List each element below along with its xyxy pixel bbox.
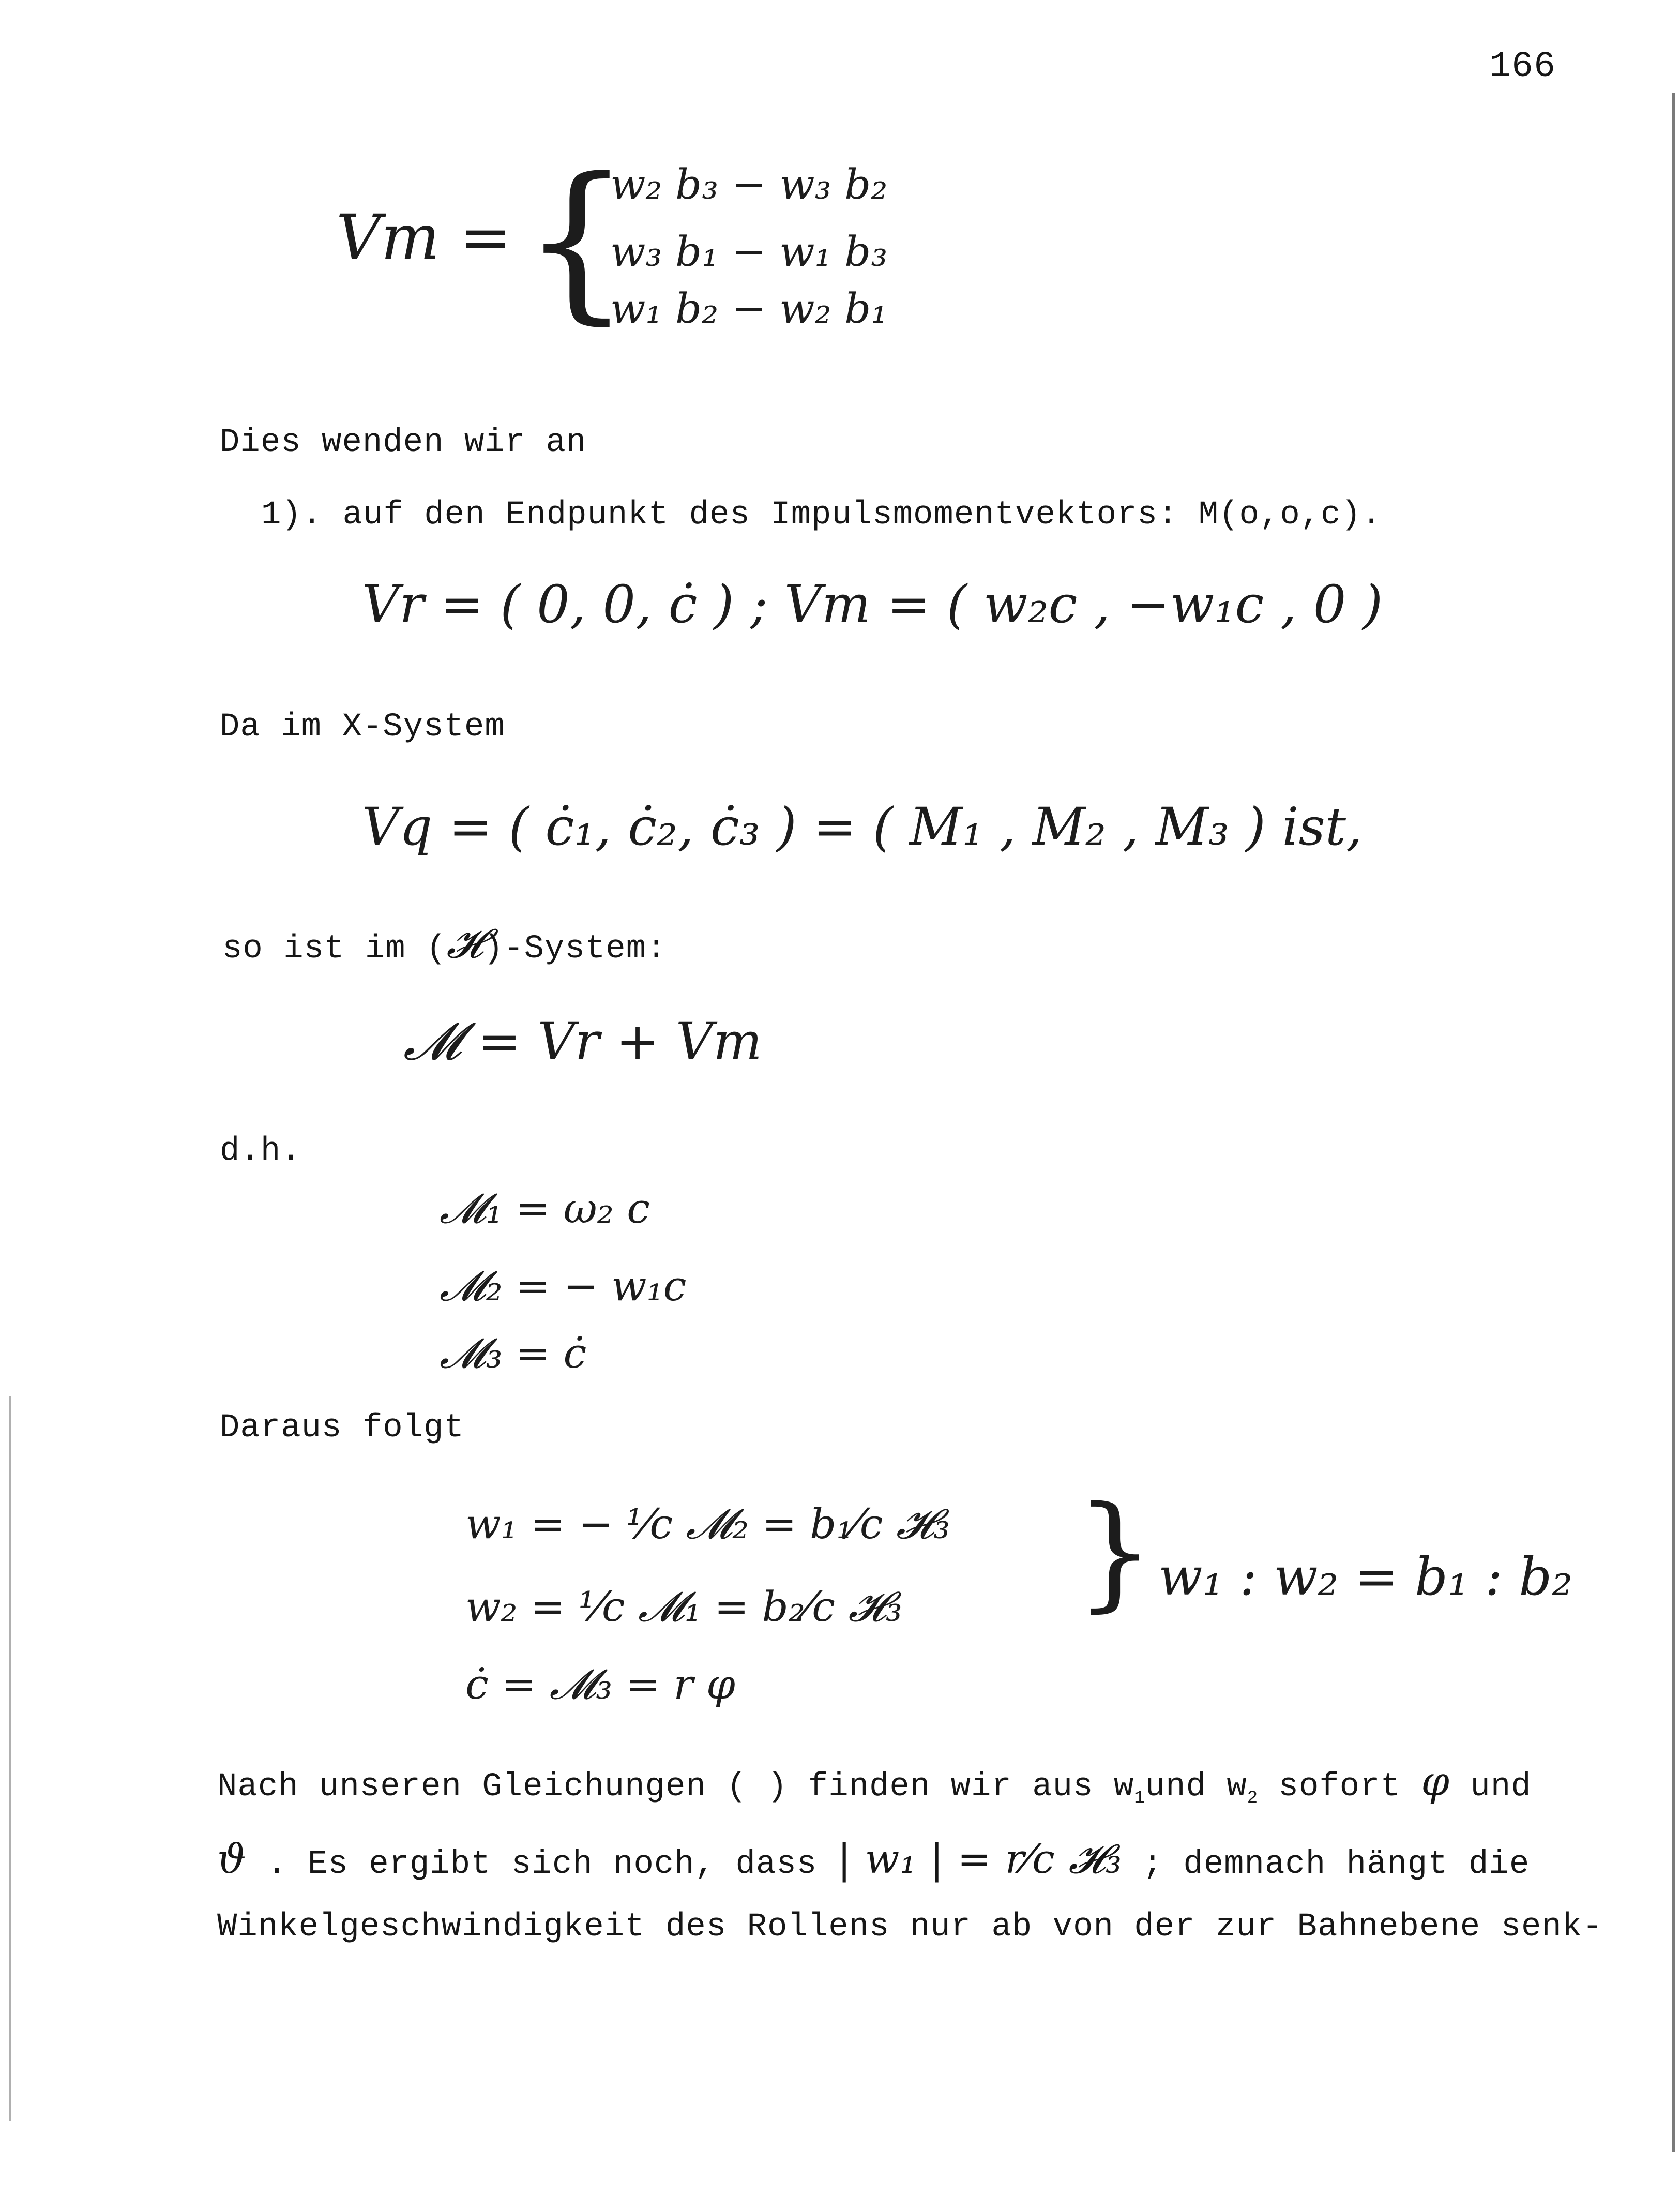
formula-vm-row: w₁ b₂ − w₂ b₁	[610, 284, 888, 333]
scan-edge-left	[9, 1396, 11, 2121]
paragraph-fragment: Nach unseren Gleichungen ( ) finden wir aus w	[217, 1768, 1134, 1806]
inline-formula: | w₁ | = r⁄c 𝓗₃	[837, 1836, 1123, 1883]
text-item1: 1). auf den Endpunkt des Impulsmomentvektors: M(o,o,c).	[261, 497, 1382, 534]
paragraph-fragment: und w	[1145, 1768, 1247, 1806]
formula-vm-row: w₂ b₃ − w₃ b₂	[610, 160, 888, 208]
text-so-post: )-System:	[483, 930, 667, 968]
paragraph-fragment: sofort	[1258, 1768, 1421, 1806]
formula-vm-row: w₃ b₁ − w₁ b₃	[610, 228, 888, 276]
paragraph-fragment: ; demnach hängt die	[1122, 1846, 1530, 1883]
paragraph-line	[217, 1759, 1532, 1808]
subscript: 2	[1247, 1788, 1259, 1808]
formula-w-brace: }	[1076, 1479, 1155, 1624]
formula-vr-vm: Vr = ( 0, 0, ċ ) ; Vm = ( w₂c , −w₁c , 0 )	[362, 574, 1383, 635]
text-dh: d.h.	[220, 1133, 301, 1170]
page-number: 166	[1489, 47, 1556, 87]
text-so-pre: so ist im (	[222, 930, 447, 968]
formula-vm-lhs: Vm =	[336, 202, 512, 274]
formula-w-row: w₁ = − ¹⁄c 𝓜₂ = b₁⁄c 𝓗₃	[465, 1500, 950, 1548]
subscript: 1	[1134, 1788, 1145, 1808]
formula-vq: Vq = ( ċ₁, ċ₂, ċ₃ ) = ( M₁ , M₂ , M₃ ) ist,	[362, 797, 1363, 857]
formula-w-ratio: w₁ : w₂ = b₁ : b₂	[1158, 1546, 1573, 1607]
formula-w-row: ċ = 𝓜₃ = r φ	[465, 1660, 735, 1708]
formula-vm-brace: {	[522, 141, 631, 340]
formula-component: 𝓜₃ = ċ	[440, 1329, 587, 1377]
paragraph-line: Winkelgeschwindigkeit des Rollens nur ab von der zur Bahnebene senk-	[217, 1909, 1603, 1946]
text-da: Da im X-System	[220, 709, 505, 746]
text-daraus: Daraus folgt	[220, 1409, 464, 1447]
formula-component: 𝓜₂ = − w₁c	[440, 1262, 687, 1310]
formula-m: 𝓜 = Vr + Vm	[403, 1011, 762, 1072]
phi-symbol: φ	[1421, 1759, 1450, 1805]
text-so-symbol: 𝓗	[446, 921, 483, 967]
text-dies: Dies wenden wir an	[220, 424, 587, 461]
formula-w-row: w₂ = ¹⁄c 𝓜₁ = b₂⁄c 𝓗₃	[465, 1583, 902, 1631]
formula-component: 𝓜₁ = ω₂ c	[440, 1184, 650, 1233]
paragraph-fragment: . Es ergibt sich noch, dass	[246, 1846, 838, 1883]
text-so	[222, 921, 667, 968]
theta-symbol: ϑ	[217, 1836, 247, 1883]
paragraph-fragment: und	[1450, 1768, 1532, 1806]
scan-edge-right	[1672, 93, 1675, 2152]
paragraph-line	[217, 1836, 1530, 1883]
